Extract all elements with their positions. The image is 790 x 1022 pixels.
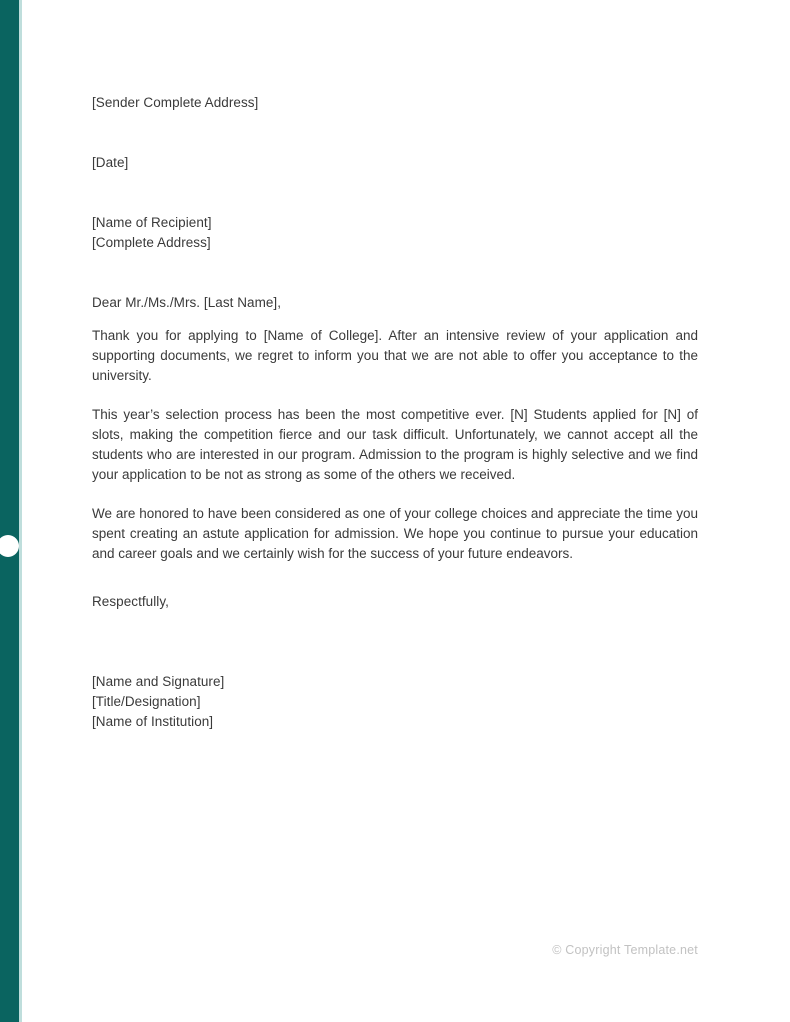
letter-content xyxy=(92,0,698,1022)
letter-body xyxy=(92,326,698,564)
signature-institution: [Name of Institution] xyxy=(92,714,214,729)
date-line: [Date] xyxy=(92,155,129,170)
sidebar-accent-bar xyxy=(0,0,19,1022)
recipient-address: [Complete Address] xyxy=(92,235,211,250)
body-paragraph: We are honored to have been considered as one of your college choices and appreciate the time you spent creating an astute application for admission. We hope you continue to pursue your education and career goals and we certainly wish for the success of your future endeavors. xyxy=(92,506,698,561)
signature-block xyxy=(92,672,698,732)
body-paragraph: This year’s selection process has been the most competitive ever. [N] Students applied for [N] of slots, making the competition fierce and our task difficult. Unfortunately, we cannot accept all the students who are interested in our program. Admission to the program is highly selective and we find your application to be not as strong as some of the others we received. xyxy=(92,407,698,482)
recipient-name: [Name of Recipient] xyxy=(92,215,212,230)
sender-address: [Sender Complete Address] xyxy=(92,95,259,110)
sidebar-accent-edge xyxy=(19,0,22,1022)
salutation: Dear Mr./Ms./Mrs. [Last Name], xyxy=(92,295,282,310)
closing-salutation: Respectfully, xyxy=(92,594,169,609)
recipient-block xyxy=(92,213,698,253)
body-paragraph: Thank you for applying to [Name of College]. After an intensive review of your application and supporting documents, we regret to inform you that we are not able to offer you acceptance to the university. xyxy=(92,328,698,383)
signature-title: [Title/Designation] xyxy=(92,694,201,709)
signature-name: [Name and Signature] xyxy=(92,674,225,689)
copyright-notice: © Copyright Template.net xyxy=(552,943,698,957)
